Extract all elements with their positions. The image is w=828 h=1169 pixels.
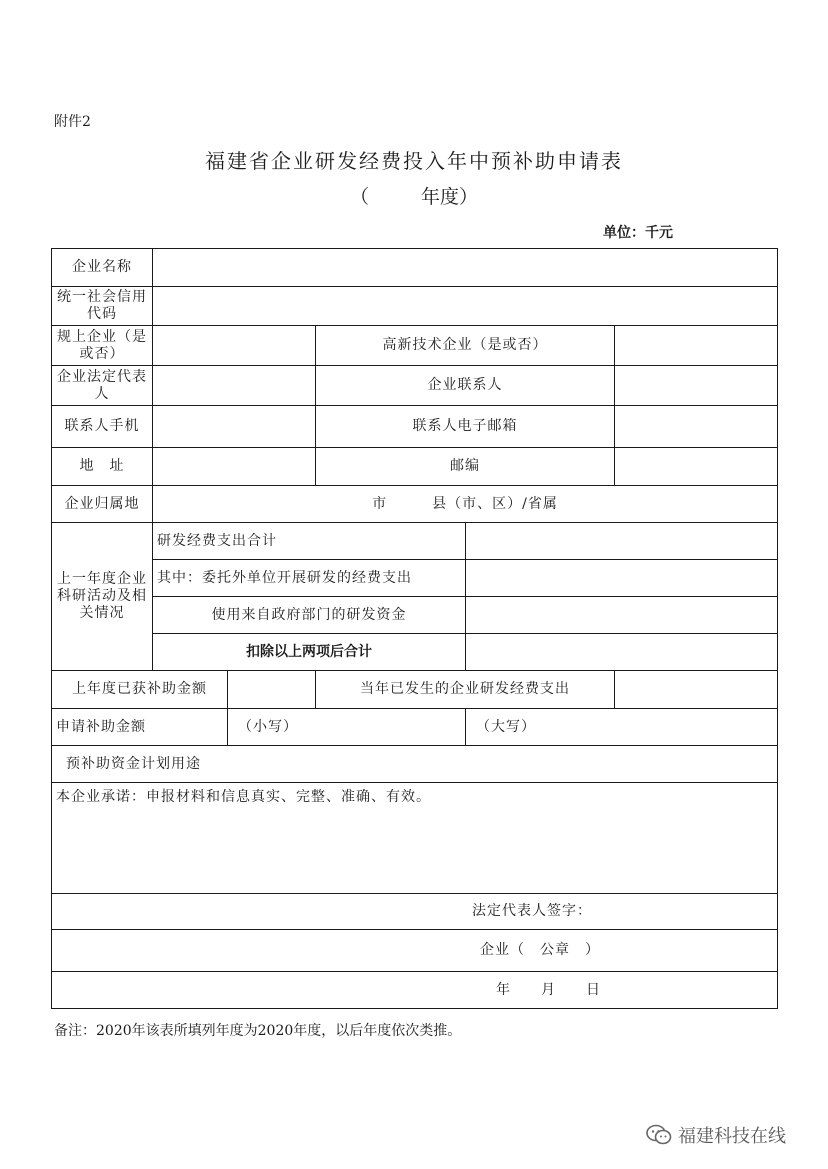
attachment-label: 附件2 [54,114,91,130]
legal-rep-field[interactable] [153,366,316,406]
rd-net-total-field[interactable] [466,634,778,671]
rd-net-total-label: 扣除以上两项后合计 [153,634,466,671]
rd-outsourced-label: 其中：委托外单位开展研发的经费支出 [153,560,466,597]
above-scale-field[interactable] [153,326,316,366]
row-enterprise-type [52,326,778,366]
contact-email-label: 联系人电子邮箱 [316,406,615,448]
contact-phone-field[interactable] [153,406,316,448]
above-scale-label: 规上企业（是或否） [52,326,153,366]
seal-field[interactable]: 企业（ 公章 ） [52,930,778,972]
row-seal [52,930,778,972]
last-year-subsidy-label: 上年度已获补助金额 [52,671,228,709]
watermark [646,1122,786,1151]
contact-email-field[interactable] [615,406,778,448]
year-line [0,182,828,209]
unit-label: 单位：千元 [603,225,673,241]
credit-code-field[interactable] [153,287,778,326]
row-legal-rep [52,366,778,406]
affiliation-label: 企业归属地 [52,486,153,523]
row-date [52,972,778,1009]
row-rd-outsourced [52,560,778,597]
row-rd-net-total [52,634,778,671]
credit-code-label: 统一社会信用代码 [52,287,153,326]
address-field[interactable] [153,448,316,486]
company-name-field[interactable] [153,249,778,287]
wechat-logo-icon [646,1124,672,1151]
high-tech-label: 高新技术企业（是或否） [316,326,615,366]
row-commitment [52,783,778,894]
rd-total-label: 研发经费支出合计 [153,523,466,560]
footnote: 备注：2020年该表所填列年度为2020年度，以后年度依次类推。 [54,1023,462,1039]
rd-outsourced-field[interactable] [466,560,778,597]
row-rd-total [52,523,778,560]
commitment-text: 本企业承诺：申报材料和信息真实、完整、准确、有效。 [52,783,778,894]
rd-gov-funds-field[interactable] [466,597,778,634]
date-field[interactable]: 年 月 日 [52,972,778,1009]
legal-rep-label: 企业法定代表人 [52,366,153,406]
contact-label: 企业联系人 [316,366,615,406]
application-form [51,248,778,1009]
row-affiliation [52,486,778,523]
address-label: 地 址 [52,448,153,486]
plan-use-field[interactable]: 预补助资金计划用途 [52,746,778,783]
postcode-field[interactable] [615,448,778,486]
row-company-name [52,249,778,287]
year-open: （ [349,186,369,208]
row-plan-use [52,746,778,783]
postcode-label: 邮编 [316,448,615,486]
page-title: 福建省企业研发经费投入年中预补助申请表 [205,149,623,173]
amount-lower-field[interactable]: （小写） [228,709,466,746]
last-year-subsidy-field[interactable] [228,671,316,709]
current-year-rd-label: 当年已发生的企业研发经费支出 [316,671,615,709]
affiliation-field[interactable]: 市 县（市、区）/省属 [153,486,778,523]
row-contact-phone [52,406,778,448]
current-year-rd-field[interactable] [615,671,778,709]
watermark-text: 福建科技在线 [678,1126,786,1147]
row-address [52,448,778,486]
rd-gov-funds-label: 使用来自政府部门的研发资金 [153,597,466,634]
signature-field[interactable]: 法定代表人签字： [52,894,778,930]
rd-total-field[interactable] [466,523,778,560]
rd-section-label: 上一年度企业科研活动及相关情况 [52,523,153,671]
company-name-label: 企业名称 [52,249,153,287]
row-rd-gov-funds [52,597,778,634]
high-tech-field[interactable] [615,326,778,366]
row-credit-code [52,287,778,326]
contact-phone-label: 联系人手机 [52,406,153,448]
apply-amount-label: 申请补助金额 [52,709,228,746]
contact-field[interactable] [615,366,778,406]
row-signature [52,894,778,930]
amount-upper-field[interactable]: （大写） [466,709,778,746]
row-subsidy [52,671,778,709]
year-close: 年度） [421,186,479,208]
row-apply-amount [52,709,778,746]
